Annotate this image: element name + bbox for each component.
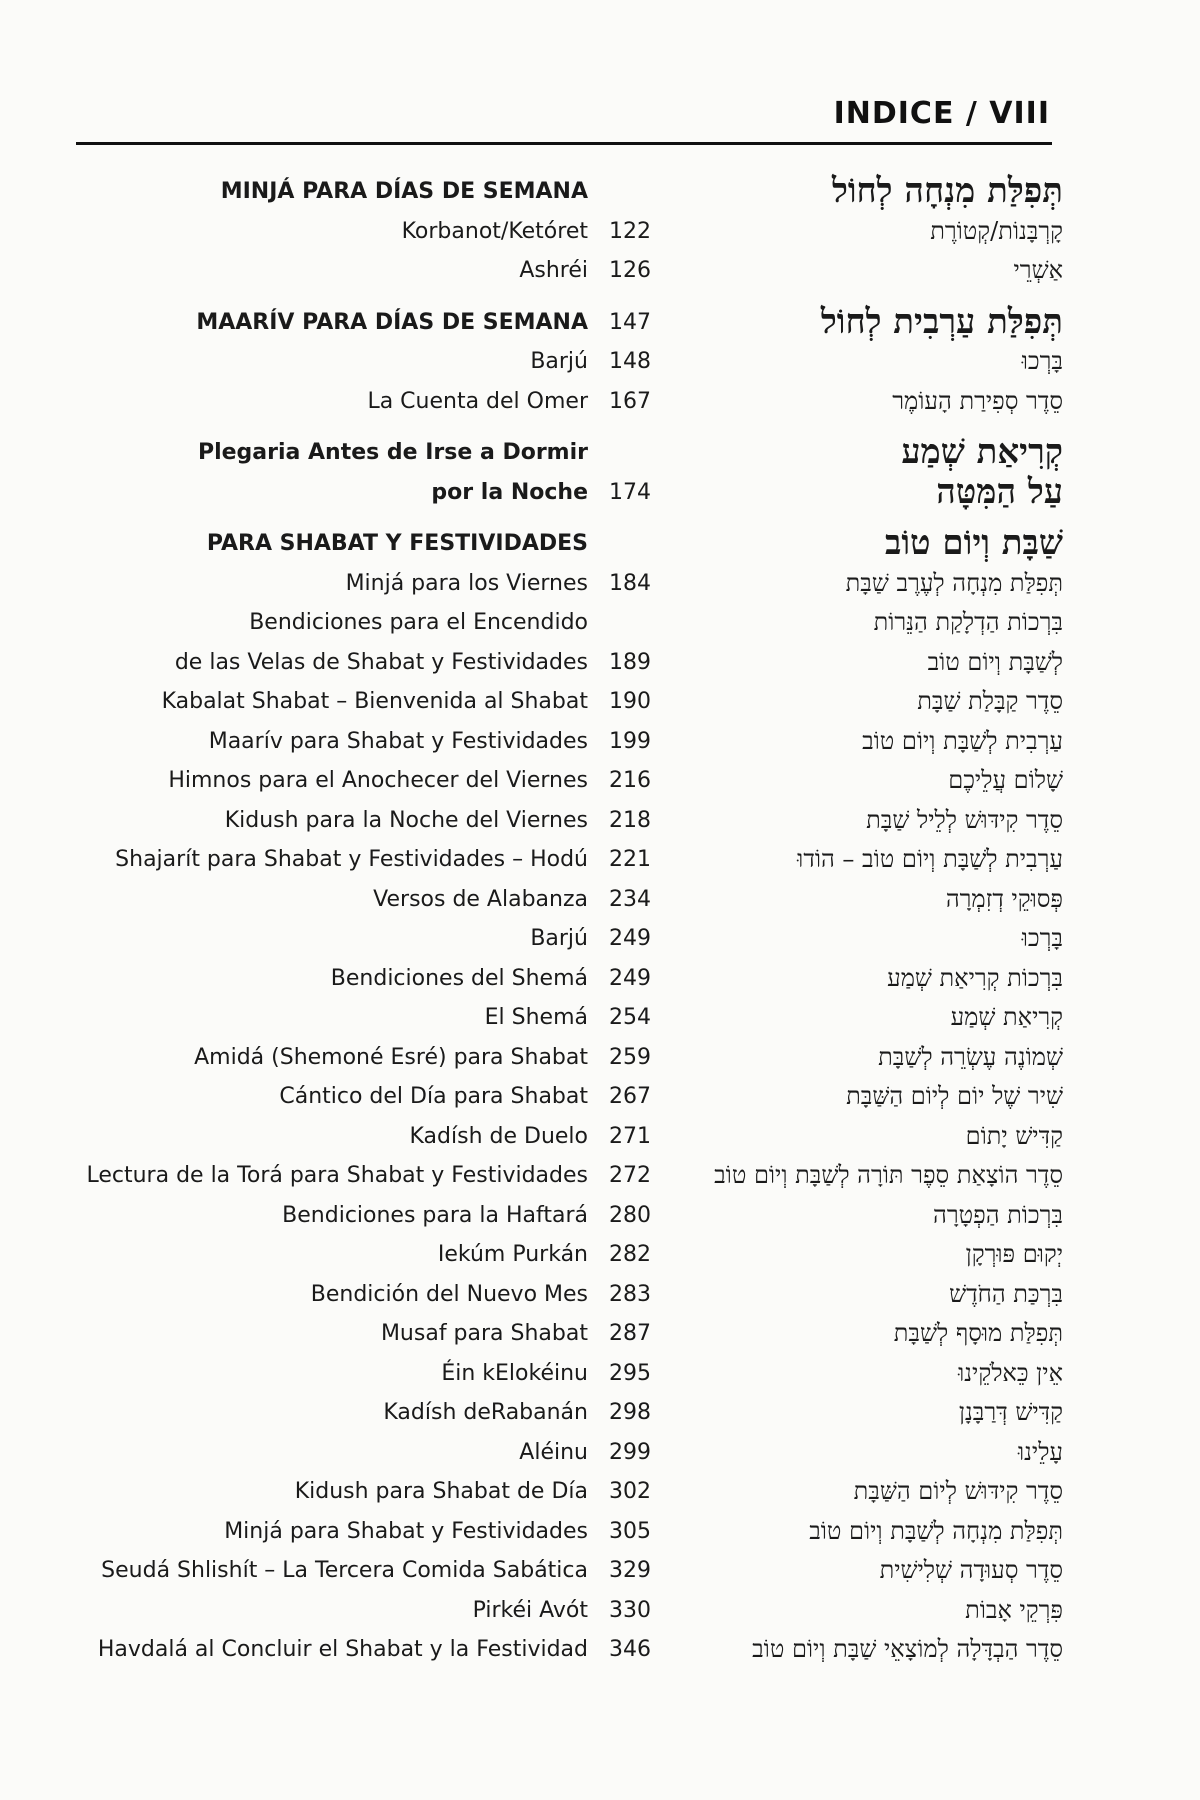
toc-entry-row — [0, 880, 1200, 920]
toc-entry-row — [0, 761, 1200, 801]
entry-page-number: 216 — [609, 768, 651, 793]
toc-entry-row — [0, 722, 1200, 762]
toc-entry-row — [0, 1472, 1200, 1512]
entry-title-es: Havdalá al Concluir el Shabat y la Festividad — [97, 1637, 588, 1662]
entry-page-number: 148 — [609, 349, 651, 374]
entry-title-he: שַׁבָּת וְיוֹם טוֹב — [884, 523, 1063, 563]
toc-entry-row — [0, 1038, 1200, 1078]
entry-title-he: אֵין כֵּאלֹקֵינוּ — [958, 1358, 1063, 1387]
entry-title-es: Minjá para los Viernes — [345, 570, 588, 596]
entry-page-number: 190 — [609, 689, 651, 714]
entry-title-es: Barjú — [530, 349, 588, 374]
entry-page-number: 147 — [609, 309, 651, 335]
toc-entry-row — [0, 382, 1200, 422]
entry-title-es: Éin kElokéinu — [441, 1360, 588, 1386]
toc-entry-row — [0, 682, 1200, 722]
entry-page-number: 329 — [609, 1558, 651, 1583]
entry-title-he: תְּפִלַּת מִנְחָה לְשַׁבָּת וְיוֹם טוֹב — [809, 1516, 1063, 1545]
entry-title-he: יְקוּם פּוּרְקָן — [965, 1240, 1063, 1268]
toc-entry-row — [0, 212, 1200, 252]
entry-title-he: שָׁלוֹם עֲלֵיכֶם — [948, 766, 1063, 794]
entry-title-es: El Shemá — [484, 1005, 588, 1030]
entry-title-es: PARA SHABAT Y FESTIVIDADES — [206, 531, 588, 556]
entry-title-es: Seudá Shlishít – La Tercera Comida Sabática — [101, 1558, 588, 1583]
entry-title-es: Himnos para el Anochecer del Viernes — [168, 768, 588, 793]
entry-title-he: תְּפִלַּת מִנְחָה לְחוֹל — [831, 171, 1063, 211]
toc-entry-row — [0, 998, 1200, 1038]
toc-entry-row — [0, 959, 1200, 999]
toc-entry-row — [0, 1314, 1200, 1354]
entry-page-number: 234 — [609, 886, 651, 912]
entry-title-es: Ashréi — [519, 258, 588, 283]
entry-page-number: 199 — [609, 728, 651, 754]
entry-title-he: תְּפִלַּת עַרְבִית לְחוֹל — [820, 301, 1063, 342]
entry-page-number: 298 — [609, 1400, 651, 1425]
entry-title-he: קַדִּישׁ יָתוֹם — [965, 1121, 1063, 1150]
entry-page-number: 184 — [609, 570, 651, 596]
entry-page-number: 280 — [609, 1202, 651, 1228]
page-header: INDICE / VIII — [833, 96, 1050, 131]
entry-page-number: 122 — [609, 218, 651, 244]
entry-page-number: 271 — [609, 1123, 651, 1149]
entry-page-number: 299 — [609, 1439, 651, 1465]
entry-title-es: Pirkéi Avót — [472, 1597, 588, 1623]
toc-entry-row — [0, 1433, 1200, 1473]
toc-entry-row — [0, 342, 1200, 382]
entry-title-he: בִּרְכוֹת קְרִיאַת שְׁמַע — [887, 963, 1063, 992]
entry-title-es: Kabalat Shabat – Bienvenida al Shabat — [161, 689, 588, 714]
entry-title-es: Aléinu — [519, 1439, 588, 1465]
header-rule — [76, 142, 1052, 145]
entry-page-number: 282 — [609, 1242, 651, 1267]
entry-title-he: פְּסוּקֵי דְזִמְרָה — [945, 884, 1063, 913]
toc-section-row — [0, 524, 1200, 564]
entry-title-es: por la Noche — [431, 479, 588, 505]
entry-title-he: סֵדֶר קִידּוּשׁ לְלֵיל שַׁבָּת — [866, 805, 1063, 834]
entry-title-es: MAARÍV PARA DÍAS DE SEMANA — [196, 309, 588, 335]
toc-entry-row — [0, 1275, 1200, 1315]
entry-title-es: Kidush para la Noche del Viernes — [224, 807, 588, 833]
entry-title-es: Korbanot/Ketóret — [401, 218, 588, 244]
entry-title-es: MINJÁ PARA DÍAS DE SEMANA — [220, 179, 588, 204]
entry-title-he: עָלֵינוּ — [1017, 1437, 1063, 1466]
entry-title-es: Maarív para Shabat y Festividades — [208, 728, 588, 754]
entry-title-he: בָּרְכוּ — [1021, 924, 1063, 952]
entry-title-es: Shajarít para Shabat y Festividades – Hodú — [115, 847, 588, 872]
entry-title-he: בִּרְכוֹת הַדְלָקַת הַנֵּרוֹת — [873, 608, 1063, 636]
entry-title-he: שְׁמוֹנֶה עֶשְׂרֵה לְשַׁבָּת — [878, 1042, 1063, 1071]
entry-page-number: 249 — [609, 965, 651, 991]
entry-title-es: Bendiciones para el Encendido — [249, 610, 588, 635]
toc-entry-row — [0, 1156, 1200, 1196]
entry-title-es: Cántico del Día para Shabat — [279, 1084, 588, 1109]
table-of-contents — [0, 172, 1200, 1670]
entry-title-es: Bendiciones del Shemá — [330, 965, 588, 991]
entry-page-number: 189 — [609, 649, 651, 675]
entry-title-he: קְרִיאַת שְׁמַע — [901, 432, 1063, 472]
toc-entry-row — [0, 840, 1200, 880]
entry-page-number: 221 — [609, 847, 651, 872]
entry-title-he: לְשַׁבָּת וְיוֹם טוֹב — [927, 647, 1063, 676]
entry-title-he: סֵדֶר הַבְדָּלָה לְמוֹצָאֵי שַׁבָּת וְיוֹם טוֹב — [752, 1635, 1063, 1663]
entry-title-es: de las Velas de Shabat y Festividades — [174, 649, 588, 675]
toc-entry-row — [0, 1393, 1200, 1433]
entry-title-es: La Cuenta del Omer — [367, 388, 588, 414]
toc-entry-row — [0, 1077, 1200, 1117]
entry-title-he: בִּרְכוֹת הַפְטָרָה — [933, 1200, 1063, 1229]
entry-title-he: קַדִּישׁ דְּרַבָּנָן — [958, 1398, 1063, 1426]
toc-entry-row — [0, 643, 1200, 683]
entry-title-es: Musaf para Shabat — [380, 1321, 588, 1346]
entry-title-he: סֵדֶר הוֹצָאַת סֵפֶר תּוֹרָה לְשַׁבָּת וְיוֹם טוֹב — [714, 1161, 1063, 1189]
entry-title-he: פִּרְקֵי אָבוֹת — [965, 1595, 1063, 1624]
entry-title-es: Amidá (Shemoné Esré) para Shabat — [194, 1044, 588, 1070]
toc-section-row — [0, 172, 1200, 212]
entry-title-he: קָרְבָּנוֹת/קְטוֹרֶת — [930, 216, 1063, 245]
toc-entry-row — [0, 1591, 1200, 1631]
entry-title-es: Lectura de la Torá para Shabat y Festividades — [86, 1163, 588, 1188]
toc-entry-row — [0, 1117, 1200, 1157]
entry-title-es: Kadísh de Duelo — [409, 1123, 588, 1149]
entry-title-he: תְּפִלַּת מוּסָף לְשַׁבָּת — [893, 1319, 1063, 1347]
entry-title-he: סֵדֶר סְפִירַת הָעוֹמֶר — [892, 386, 1063, 415]
entry-title-es: Versos de Alabanza — [373, 886, 588, 912]
entry-page-number: 287 — [609, 1321, 651, 1346]
entry-title-he: תְּפִלַּת מִנְחָה לְעֶרֶב שַׁבָּת — [845, 568, 1063, 597]
entry-title-he: עַרְבִית לְשַׁבָּת וְיוֹם טוֹב – הוֹדוּ — [797, 845, 1063, 873]
entry-page-number: 174 — [609, 479, 651, 505]
entry-page-number: 126 — [609, 258, 651, 283]
entry-title-he: עַל הַמִּטָּה — [936, 471, 1063, 512]
entry-title-he: שִׁיר שֶׁל יוֹם לְיוֹם הַשַּׁבָּת — [846, 1082, 1063, 1110]
toc-entry-row — [0, 251, 1200, 291]
entry-title-es: Barjú — [530, 926, 588, 951]
toc-section-row — [0, 433, 1200, 473]
toc-entry-row — [0, 1551, 1200, 1591]
entry-page-number: 346 — [609, 1637, 651, 1662]
entry-page-number: 305 — [609, 1518, 651, 1544]
entry-page-number: 302 — [609, 1479, 651, 1504]
entry-title-es: Kidush para Shabat de Día — [294, 1479, 588, 1504]
entry-page-number: 249 — [609, 926, 651, 951]
toc-section-row — [0, 473, 1200, 513]
entry-title-he: סֵדֶר קַבָּלַת שַׁבָּת — [917, 687, 1063, 715]
entry-title-he: סֵדֶר קִידּוּשׁ לְיוֹם הַשַּׁבָּת — [853, 1477, 1063, 1505]
entry-title-he: אַשְׁרֵי — [1013, 256, 1063, 284]
toc-section-row — [0, 303, 1200, 343]
toc-entry-row — [0, 1196, 1200, 1236]
entry-page-number: 283 — [609, 1281, 651, 1307]
entry-page-number: 267 — [609, 1084, 651, 1109]
toc-entry-row — [0, 1354, 1200, 1394]
entry-page-number: 218 — [609, 807, 651, 833]
toc-entry-row — [0, 1512, 1200, 1552]
entry-page-number: 330 — [609, 1597, 651, 1623]
entry-page-number: 254 — [609, 1005, 651, 1030]
entry-title-es: Plegaria Antes de Irse a Dormir — [197, 440, 588, 465]
entry-title-he: בָּרְכוּ — [1021, 347, 1063, 375]
entry-page-number: 259 — [609, 1044, 651, 1070]
entry-title-he: סֵדֶר סְעוּדָה שְׁלִישִׁית — [879, 1556, 1063, 1584]
entry-title-es: Kadísh deRabanán — [383, 1400, 588, 1425]
toc-entry-row — [0, 603, 1200, 643]
toc-entry-row — [0, 801, 1200, 841]
entry-page-number: 295 — [609, 1360, 651, 1386]
entry-title-es: Bendiciones para la Haftará — [282, 1202, 588, 1228]
toc-entry-row — [0, 564, 1200, 604]
entry-title-es: Minjá para Shabat y Festividades — [224, 1518, 588, 1544]
entry-title-es: Bendición del Nuevo Mes — [310, 1281, 588, 1307]
entry-title-es: Iekúm Purkán — [437, 1242, 588, 1267]
entry-page-number: 167 — [609, 388, 651, 414]
entry-title-he: עַרְבִית לְשַׁבָּת וְיוֹם טוֹב — [862, 726, 1063, 755]
entry-page-number: 272 — [609, 1163, 651, 1188]
toc-entry-row — [0, 919, 1200, 959]
entry-title-he: בִּרְכַּת הַחֹדֶשׁ — [949, 1279, 1063, 1308]
entry-title-he: קְרִיאַת שְׁמַע — [950, 1003, 1063, 1031]
toc-entry-row — [0, 1630, 1200, 1670]
toc-entry-row — [0, 1235, 1200, 1275]
